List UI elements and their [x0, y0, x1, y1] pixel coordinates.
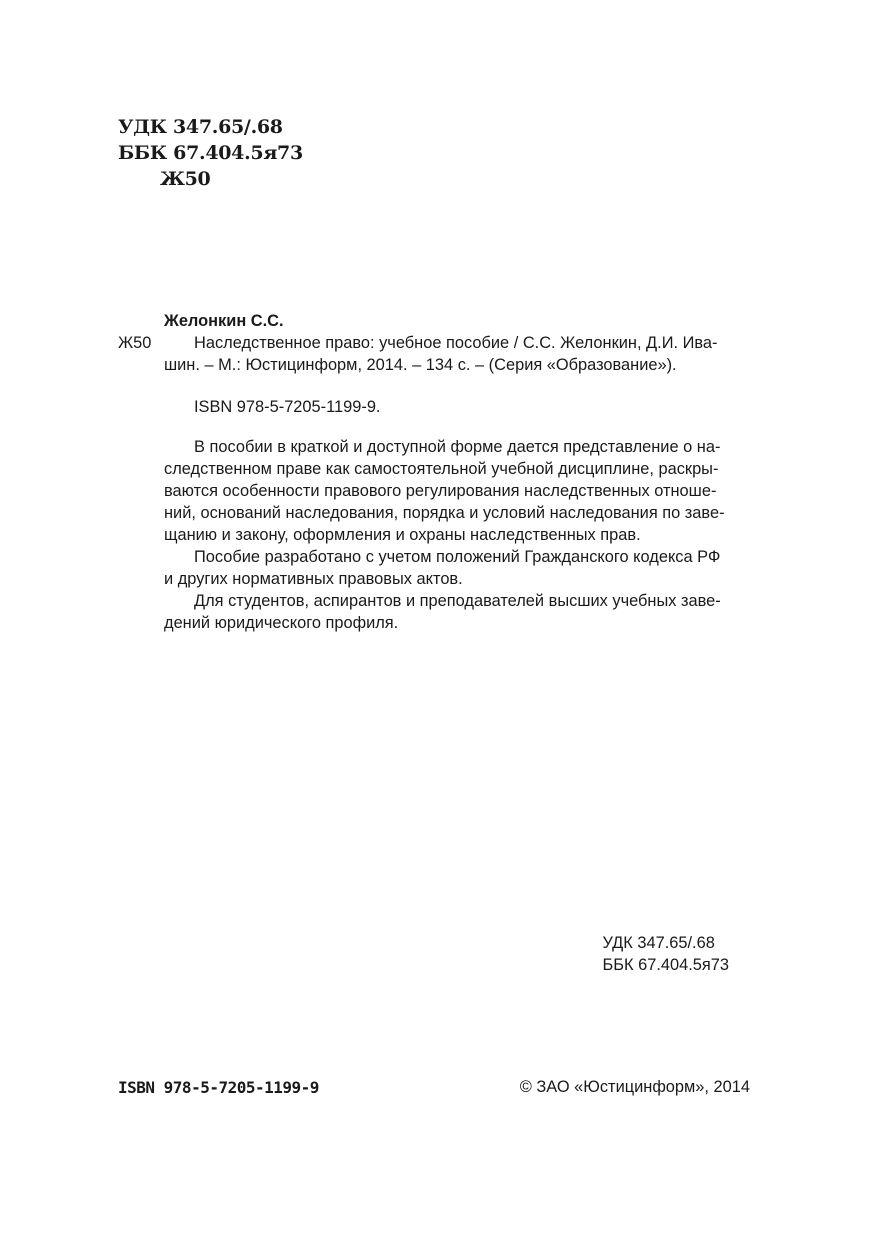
annotation-line: Пособие разработано с учетом положений Гражданского кодекса РФ	[194, 548, 721, 566]
title-line-2: шин. – М.: Юстицинформ, 2014. – 134 с. – (Серия «Образование»).	[164, 356, 677, 374]
title-row	[118, 332, 744, 354]
author-sign: Ж50	[160, 168, 211, 190]
classification-repeat	[602, 932, 729, 976]
udk-code: УДК 347.65/.68	[118, 116, 283, 138]
annotation-line: следственном праве как самостоятельной учебной дисциплине, раскры-	[164, 460, 719, 478]
annotation-line: ний, оснований наследования, порядка и условий наследования по заве-	[164, 504, 725, 522]
author-sign-margin: Ж50	[118, 334, 152, 352]
classification-block	[118, 114, 303, 192]
title-line-1: Наследственное право: учебное пособие / С.С. Желонкин, Д.И. Ива-	[194, 334, 718, 352]
footer-isbn: ISBN 978-5-7205-1199-9	[118, 1078, 319, 1097]
annotation-line: и других нормативных правовых актов.	[164, 570, 463, 588]
bbk-code-repeat: ББК 67.404.5я73	[602, 956, 729, 974]
annotation-line: дений юридического профиля.	[164, 614, 399, 632]
annotation-line: ваются особенности правового регулирования наследственных отноше-	[164, 482, 717, 500]
udk-code-repeat: УДК 347.65/.68	[602, 934, 715, 952]
isbn-entry: ISBN 978-5-7205-1199-9.	[194, 398, 381, 416]
bibliographic-entry	[118, 310, 744, 634]
annotation-line: В пособии в краткой и доступной форме дается представление о на-	[194, 438, 721, 456]
annotation-line: Для студентов, аспирантов и преподавателей высших учебных заве-	[194, 592, 721, 610]
annotation	[118, 436, 744, 634]
copyright-notice: © ЗАО «Юстицинформ», 2014	[519, 1078, 750, 1096]
bbk-code: ББК 67.404.5я73	[118, 142, 303, 164]
author-name: Желонкин С.С.	[164, 312, 284, 330]
annotation-line: щанию и закону, оформления и охраны наследственных прав.	[164, 526, 641, 544]
